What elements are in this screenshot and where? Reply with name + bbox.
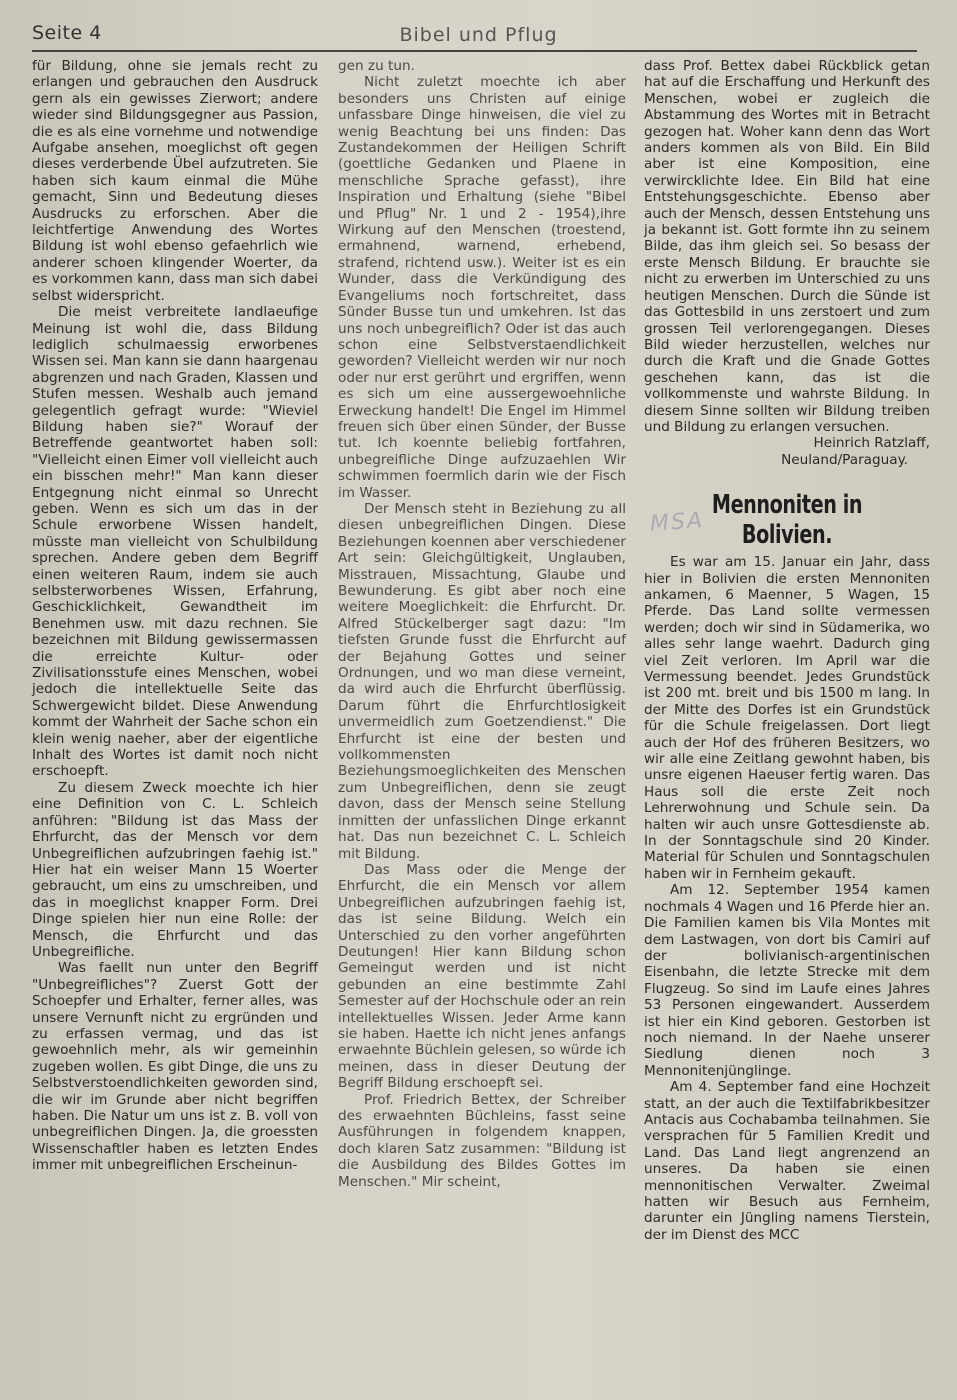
paragraph: für Bildung, ohne sie jemals recht zu erlangen und gebrauchen den Ausdruck gern als ein gewisses Zierwort; andere wieder sind Bildungsgegner aus Passion, die es als eine vornehme und notwendige Aufgabe ansehen, moeglichst oft gegen dieses verderbende Übel aufzutreten. Sie haben sich kaum einmal die Mühe gemacht, Sinn und Bedeutung dieses Ausdrucks zu erforschen. Aber die leichtfertige Anwendung des Wortes Bildung ist wohl ebenso gefaehrlich wie anderer schoen klingender Woerter, da es vorkommen kann, dass man sich dabei selbst widerspricht. xyxy=(32,58,318,304)
column-2 xyxy=(338,58,626,1190)
paragraph: gen zu tun. xyxy=(338,58,415,74)
page-header xyxy=(32,22,925,52)
author-name: Heinrich Ratzlaff, xyxy=(813,435,930,452)
column-1 xyxy=(32,58,318,1174)
paragraph: Was faellt nun unter den Begriff "Unbegreifliches"? Zuerst Gott der Schoepfer und Erhalter, ferner alles, was unsere Vernunft nicht zu ergründen und zu erfassen vermag, und das ist gewoehnlich mehr, als wir gemeinhin zugeben wollen. Es gibt Dinge, die uns zu Selbstverstoendlichkeiten geworden sind, die wir im Grunde aber nicht begriffen haben. Die Natur um uns ist z. B. voll von unbegreiflichen Dingen. Ja, die groessten Wissenschaftler haben es letzten Endes immer mit unbegreiflichen Erscheinun- xyxy=(32,960,318,1174)
paragraph: Nicht zuletzt moechte ich aber besonders uns Christen auf einige unfassbare Dinge hinweisen, die viel zu wenig Beachtung bei uns finden: Das Zustandekommen der Heiligen Schrift (goettliche Gedanken und Plaene in menschliche Sprache gefasst), ihre Inspiration und Erhaltung (siehe "Bibel und Pflug" Nr. 1 und 2 - 1954),ihre Wirkung auf den Menschen (troestend, ermahnend, warnend, erhebend, strafend, richtend usw.). Weiter ist es ein Wunder, dass die Verkündigung des Evangeliums noch fortschreitet, dass Sünder Busse tun und umkehren. Ist das uns noch unbegreiflich? Oder ist das auch schon eine Selbstverstaendlichkeit geworden? Vielleicht werden wir nur noch oder nur erst gerührt und ergriffen, wenn es sich um eine aussergewoehnliche Erweckung handelt! Die Engel im Himmel freuen sich über einen Sünder, der Busse tut. Ich koennte beliebig fortfahren, unbegreifliche Dinge aufzuzaehlen Wir schwimmen foermlich darin wie der Fisch im Wasser. xyxy=(338,74,626,501)
paragraph: Es war am 15. Januar ein Jahr, dass hier in Bolivien die ersten Mennoniten ankamen, 6 Maenner, 5 Wagen, 15 Pferde. Das Land sollte vermessen werden; doch wir sind in Südamerika, wo alles sehr lange waehrt. Dadurch ging viel Zeit verloren. Im April war die Vermessung beendet. Jedes Grundstück ist 200 mt. breit und bis 1500 m lang. In der Mitte des Dorfes ist ein Grundstück für die Schule freigelassen. Dort liegt auch der Hof des früheren Besitzers, wo wir alle eine Zeitlang gewohnt haben, bis unsre eigenen Haeuser fertig waren. Das Haus soll die erste Zeit noch Lehrerwohnung und Schule sein. Da halten wir auch unsre Gottesdienste ab. In der Sonntagschule sind 20 Kinder. Material für Schulen und Sonntagschulen haben wir in Fernheim gekauft. xyxy=(644,554,930,882)
page-number: Seite 4 xyxy=(32,22,102,44)
paragraph: Zu diesem Zweck moechte ich hier eine Definition von C. L. Schleich anführen: "Bildung ist das Mass der Ehrfurcht, das der Mensch vor dem Unbegreiflichen aufzubringen faehig ist." Hier hat ein weiser Mann 15 Woerter gebraucht, um eins zu umschreiben, und das in moeglichst knapper Form. Drei Dinge spielen hier nun eine Rolle: der Mensch, die Ehrfurcht und das Unbegreifliche. xyxy=(32,779,318,960)
paragraph: Prof. Friedrich Bettex, der Schreiber des erwaehnten Büchleins, fasst seine Ausführungen in folgendem knappen, doch klaren Satz zusammen: "Bildung ist die Ausbildung des Bildes Gottes im Menschen." Mir scheint, xyxy=(338,1091,626,1190)
paragraph: Der Mensch steht in Beziehung zu all diesen unbegreiflichen Dingen. Diese Beziehungen koennen aber verschiedener Art sein: Gleichgültigkeit, Unglauben, Misstrauen, Missachtung, Glaube und Bewunderung. Es gibt aber noch eine weitere Moeglichkeit: die Ehrfurcht. Dr. Alfred Stückelberger sagt dazu: "Im tiefsten Grunde fusst die Ehrfurcht auf der Bejahung Gottes und seiner Ordnungen, und wo man diese verneint, da wird auch die Ehrfurcht überflüssig. Darum führt die Ehrfurchtlosigkeit unvermeidlich zum Goetzendienst." Die Ehrfurcht ist eine der besten und vollkommensten Beziehungsmoeglichkeiten des Menschen zum Unbegreiflichen, denn sie zeugt davon, dass der Mensch seine Stellung inmitten der unfasslichen Dinge erkannt hat. Das nun bezeichnet C. L. Schleich mit Bildung. xyxy=(338,500,626,862)
column-3 xyxy=(644,58,930,1243)
paragraph: dass Prof. Bettex dabei Rückblick getan hat auf die Erschaffung und Herkunft des Menschen, wobei er zugleich die Abstammung des Wortes mit in Betracht gezogen hat. Woher kann denn das Wort anders kommen als von Bild. Ein Bild aber ist eine Komposition, eine verwircklichte Idee. Ein Bild hat eine Entstehungsgeschichte. Ebenso aber auch der Mensch, dessen Entstehung uns ja bekannt ist. Gott formte ihn zu seinem Bilde, das ihm gleich sei. So besass der erste Mensch Bildung. Er brauchte sie nicht zu erwerben im Unterschied zu uns heutigen Menschen. Durch die Sünde ist das Gottesbild in uns zerstoert und zum grossen Teil verlorengegangen. Dieses Bild wieder herzustellen, welches nur durch die Kraft und die Gnade Gottes geschehen kann, das ist die vollkommenste und wahrste Bildung. In diesem Sinne sollten wir Bildung treiben und Bildung zu erlangen versuchen. xyxy=(644,58,930,435)
paragraph: Das Mass oder die Menge der Ehrfurcht, die ein Mensch vor allem Unbegreiflichen aufzubringen faehig ist, das ist seine Bildung. Welch ein Unterschied zu den vorher angeführten Deutungen! Hier kann Bildung schon Gemeingut werden und ist nicht gebunden an eine bestimmte Zahl Semester auf der Hochschule oder an rein intellektuelles Wissen. Jeder Arme kann sie haben. Haette ich nicht jenes anfangs erwaehnte Büchlein gelesen, so würde ich meinen, dass in dieser Deutung der Begriff Bildung erschoepft sei. xyxy=(338,861,626,1092)
paragraph: Am 4. September fand eine Hochzeit statt, an der auch die Textilfabrikbesitzer Antacis aus Cochabamba teilnahmen. Sie versprachen für 5 Familien Kredit und Land. Das Land liegt angrenzend an unseres. Da haben sie einen mennonitischen Verwalter. Zweimal hatten wir Besuch aus Fernheim, darunter ein Jüngling namens Tierstein, der im Dienst des MCC xyxy=(644,1079,930,1243)
author-place: Neuland/Paraguay. xyxy=(781,451,908,468)
header-rule xyxy=(32,50,917,52)
paragraph: Die meist verbreitete landlaeufige Meinung ist wohl die, dass Bildung lediglich schulmaessig erworbenes Wissen sei. Man kann sie dann haargenau abgrenzen und nach Graden, Klassen und Stufen messen. Weshalb auch jemand gelegentlich gefragt wurde: "Wieviel Bildung haben sie?" Worauf der Betreffende geantwortet haben soll: "Vielleicht einen Eimer voll vielleicht auch ein bisschen mehr!" Man kann dieser Entgegnung nicht einmal so Unrecht geben. Wenn es sich um das in der Schule erworbene Wissen handelt, müsste man vielleicht von Schulbildung sprechen. Andere geben dem Begriff einen weiteren Raum, indem sie auch selbsterworbenes Wissen, Erfahrung, Geschicklichkeit, Gewandtheit im Benehmen usw. mit dazu rechnen. Sie bezeichnen mit Bildung gewissermassen die erreichte Kultur- oder Zivilisationsstufe eines Menschen, wobei jedoch die intellektuelle Seite das Schwergewicht bildet. Diese Anwendung kommt der Wahrheit der Sache schon ein klein wenig naeher, aber der eigentliche Inhalt des Wortes ist damit noch nicht erschoepft. xyxy=(32,304,318,780)
archive-stamp: MSA xyxy=(649,508,705,537)
article-headline: Mennoniten in Bolivien. xyxy=(711,490,863,551)
publication-title: Bibel und Pflug xyxy=(399,24,558,46)
paragraph: Am 12. September 1954 kamen nochmals 4 Wagen und 16 Pferde hier an. Die Familien kamen bis Vila Montes mit dem Lastwagen, von dort bis Camiri auf der bolivianisch-argentinischen Eisenbahn, die letzte Strecke mit dem Flugzeug. So sind im Laufe eines Jahres 53 Personen eingewandert. Ausserdem ist hier ein Kind geboren. Gestorben ist noch niemand. In der Naehe unserer Siedlung dienen noch 3 Mennonitenjünglinge. xyxy=(644,882,930,1079)
